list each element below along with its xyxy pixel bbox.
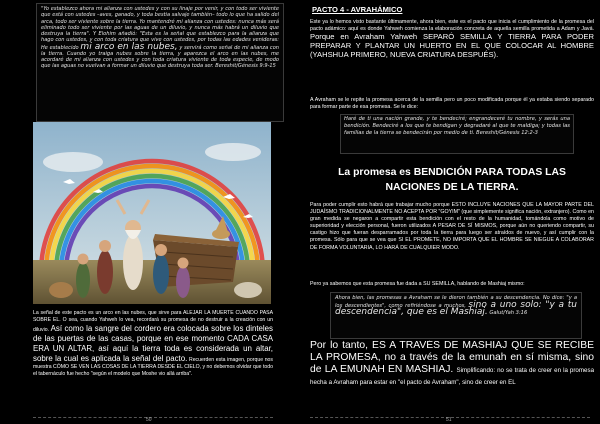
left-page bbox=[0, 0, 293, 424]
genesis-quote-text: "Yo establezco ahora mi alianza con ustedes y con su linaje por venir, y con todo ser viviente que está con ustedes –aves, ganado, y toda bestia salvaje también– todo lo que ha salido del arca, todo ser viviente sobre la tierra. Yo mantendré mi alianza con ustedes: nunca más será eliminado todo ser viviente por las aguas de un diluvio, y nunca más habrá un diluvio que destruya la tierra". Y Elohim añadió: "Esta es la señal que establezco para la alianza que hago con ustedes, y con toda criatura que vive con ustedes, por todas las edades venideras: He establecido mi arco en las nubes, y servirá como señal de mi alianza con la tierra. Cuando yo traiga nubes sobre la tierra, y aparezca el arco en las nubes, me acordaré de mi alianza con ustedes y con toda criatura viviente de toda especie, de modo que las aguas no vuelvan a formar un diluvio que destruya toda ser. Bereshit/Génesis 9:9-15 bbox=[41, 6, 279, 70]
descendant-phrase: sino a uno solo: "y a tu descendencia", que es el Mashiaj. bbox=[335, 299, 577, 318]
page-number-left: 50 bbox=[146, 417, 152, 423]
promise-heading: La promesa es BENDICIÓN PARA TODAS LAS NACIONES DE LA TIERRA. bbox=[338, 167, 566, 193]
rainbow-phrase: mi arco en las nubes, bbox=[80, 41, 178, 52]
galatians-quote-text: Ahora bien, las promesas a Avraham se le dieron también a su descendencia. No dice: "y a los descendientes", como refiriéndose a muchos, sino a uno solo: "y a tu descendencia", que es el Mashiaj. Galut/Yah 3:16 bbox=[335, 295, 577, 318]
page-number-right: 51 bbox=[446, 417, 452, 423]
genesis-quote-box bbox=[36, 3, 284, 122]
left-paragraph: La señal de este pacto es un arco en las nubes, que sirve para ALEJAR LA MUERTE CUANDO PASA SOBRE EL. O sea, cuando Yahweh lo vea, recordará su promesa de no destruir a la creación con un diluvio. Así como la sangre del cordero era colocada sobre los dinteles de las puertas de las casas, porque en ese momento CADA CASA ERA UN ALTAR, así aquí la tierra toda es considerada un altar, sobre la cual es aplicada la señal del pacto. Recuerden esta imagen, porque nos muestra CÓMO SE VEN LAS COSAS DE LA TIERRA DESDE EL CIELO, y no debemos olvidar que todo el tabernáculo fue hecho "según el modelo que Moshe vio allá arriba". bbox=[33, 310, 273, 378]
genesis-12-quote-box bbox=[340, 114, 574, 154]
footer-rule-left bbox=[33, 417, 273, 418]
galatians-quote-box bbox=[330, 292, 582, 339]
right-paragraph-4: Pero ya sabemos que esta promesa fue dada a SU SEMILLA, hablando de Mashiaj mismo: bbox=[310, 281, 525, 287]
right-paragraph-3: Para poder cumplir esto habrá que trabajar mucho porque ESTO INCLUYE NACIONES QUE LA MAYOR PARTE DEL JUDAÍSMO TRADICIONALMENTE NO ACEPTA POR "GOYIM" (que simplemente significa nación, extranjero). Como en gran medida se negaron a compartir esta bendición con el resto de la humanidad, tomándola como motivo de superioridad y elección personal, fueron utilizados A PESAR DE SÍ MISMOS, porque aún no queriendo compartir, su castigo hizo que fueran desparramados por toda la tierra para luego ser atraídos de nuevo, y así cumplir con la promesa. Sólo para que se vea que SI EL PROMETE, NO IMPORTA QUE EL HOMBRE SE NIEGUE A COLABORAR DE FORMA VOLUNTARIA, LO HARÁ DE CUALQUIER MODO. bbox=[310, 202, 594, 251]
section-title: PACTO 4 - AVRAHÁMICO bbox=[312, 5, 403, 14]
genesis-12-quote-text: Haré de ti una nación grande, y te bendeciré; engrandeceré tu nombre, y serás una bendición. Bendeciré a los que te bendigan y degradaré al que te maldiga; y todas las familias de la tierra se bendecirán por medio de ti. Bereshit/Génesis 12:2-3 bbox=[344, 116, 570, 136]
right-page bbox=[300, 0, 600, 424]
right-paragraph-2: A Avraham se le repite la promesa acerca de la semilla pero un poco modificada porque él ya estaba siendo separado para formar parte de esa promesa. Se le dice: bbox=[310, 97, 594, 110]
noah-ark-rainbow-illustration bbox=[33, 122, 271, 304]
right-paragraph-1: Este ya lo hemos visto bastante últimamente, ahora bien, este es el pacto que inicia el cumplimiento de la promesa del pacto adámico: aquí es donde Yahweh comienza la elaboración concreta de aquella semilla prometida a Adam y Javá. Porque en Avraham Yahweh SEPARÓ SEMILLA Y TIERRA PARA PODER PREPARAR Y PLANTAR UN HUERTO EN EL QUE COLOCAR AL HOMBRE (YAHSHUA PRIMERO, NUEVA CRIATURA DESPUÉS). bbox=[310, 19, 594, 59]
right-paragraph-5: Por lo tanto, ES A TRAVÉS DE MASHIAJ QUE SE RECIBE LA PROMESA, no a través de la emunah en sí misma, sino de LA EMUNAH EN MASHIAJ. Simplificando: no se trata de creer en la promesa hecha a Avraham para estar en "el pacto de Avraham", sino de creer en EL bbox=[310, 340, 594, 386]
